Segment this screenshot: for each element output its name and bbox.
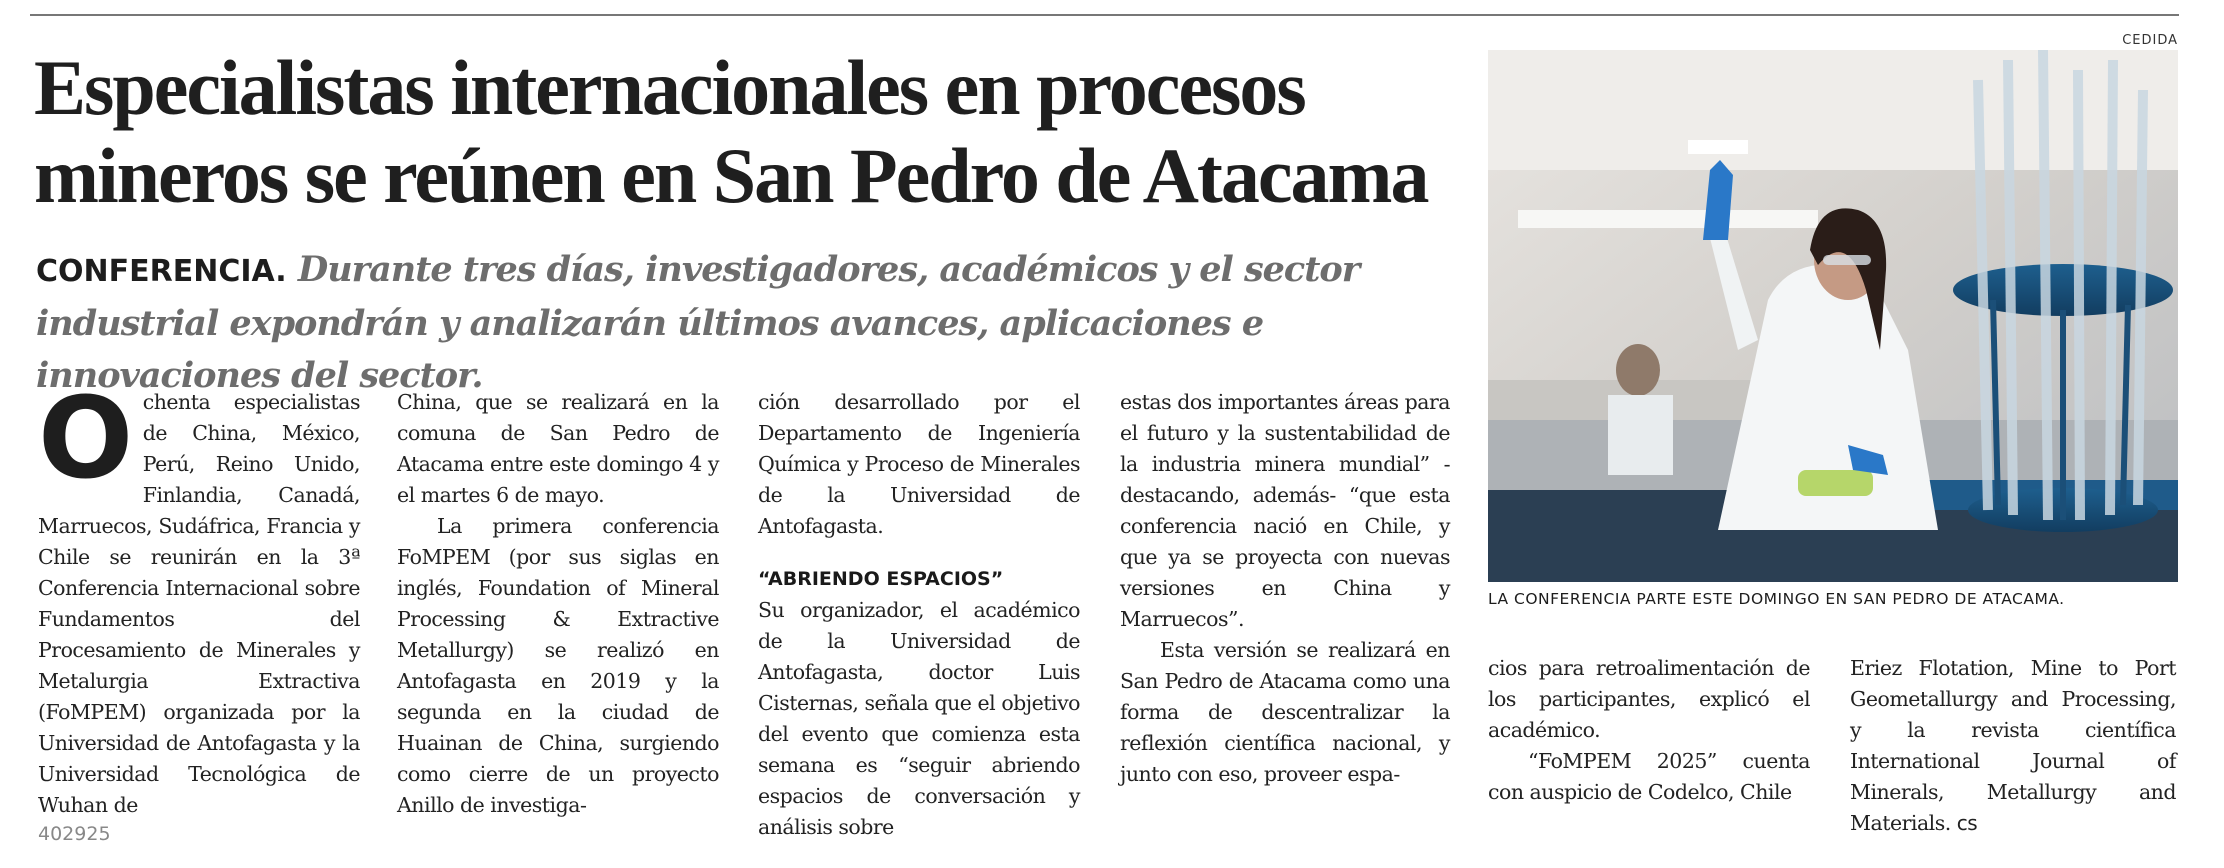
- article-column-3: [758, 387, 1080, 843]
- article-column-1: [38, 374, 360, 821]
- column-6-paragraph-1: Eriez Flotation, Mine to Port Geometallurgy and Processing, y la revista científica International Journal of Minerals, Metallurgy and Materials.: [1850, 656, 2176, 835]
- end-mark-icon: cs: [1956, 811, 1978, 835]
- column-2-paragraph-2: La primera conferencia FoMPEM (por sus siglas en inglés, Foundation of Mineral Processing & Extractive Metallurgy) se realizó en Antofagasta en 2019 y la segunda en la ciudad de Huainan de China, surgiendo como cierre de un proyecto Anillo de investiga-: [397, 514, 719, 817]
- column-1-text: chenta especialistas de China, México, Perú, Reino Unido, Finlandia, Canadá, Marruecos, Sudáfrica, Francia y Chile se reunirán en la 3ª Conferencia Internacional sobre Fundamentos del Procesamiento de Minerales y Metalurgia Extractiva (FoMPEM) organizada por la Universidad de Antofagasta y la Universidad Tecnológica de Wuhan de: [38, 390, 360, 817]
- photo-credit: CEDIDA: [2122, 33, 2178, 48]
- article-column-6: [1850, 653, 2176, 839]
- column-4-paragraph-1: estas dos importantes áreas para el futuro y la sustentabilidad de la industria minera mundial” -destacando, además- “que esta conferencia nació en Chile, y que ya se proyecta con nuevas versiones en China y Marruecos”.: [1120, 390, 1450, 631]
- lab-photo-illustration: [1488, 50, 2178, 582]
- deck: [36, 244, 1481, 402]
- article-column-4: [1120, 387, 1450, 790]
- photo-caption: LA CONFERENCIA PARTE ESTE DOMINGO EN SAN PEDRO DE ATACAMA.: [1488, 590, 2065, 608]
- column-2-paragraph-1: China, que se realizará en la comuna de San Pedro de Atacama entre este domingo 4 y el martes 6 de mayo.: [397, 390, 719, 507]
- section-subhead: “ABRIENDO ESPACIOS”: [758, 568, 1004, 590]
- article-id: 402925: [38, 823, 111, 845]
- column-5-paragraph-2: “FoMPEM 2025” cuenta con auspicio de Codelco, Chile: [1488, 749, 1810, 804]
- deck-kicker: CONFERENCIA.: [36, 254, 287, 289]
- column-3-paragraph-1: ción desarrollado por el Departamento de Ingeniería Química y Proceso de Minerales de la Universidad de Antofagasta.: [758, 390, 1080, 538]
- top-rule: [30, 14, 2179, 16]
- column-4-paragraph-2: Esta versión se realizará en San Pedro de Atacama como una forma de descentralizar la reflexión científica nacional, y junto con eso, proveer espa-: [1120, 638, 1450, 786]
- dropcap: O: [38, 374, 133, 504]
- deck-text: Durante tres días, investigadores, académicos y el sector industrial expondrán y analizarán últimos avances, aplicaciones e innovaciones del sector.: [36, 249, 1360, 396]
- column-5-paragraph-1: cios para retroalimentación de los participantes, explicó el académico.: [1488, 656, 1810, 742]
- column-3-paragraph-2: Su organizador, el académico de la Universidad de Antofagasta, doctor Luis Cisternas, señala que el objetivo del evento que comienza esta semana es “seguir abriendo espacios de conversación y análisis sobre: [758, 598, 1080, 839]
- lab-photo: [1488, 50, 2178, 582]
- article-column-5: [1488, 653, 1810, 808]
- article-column-2: [397, 387, 719, 821]
- headline: Especialistas internacionales en procesos mineros se reúnen en San Pedro de Atacama: [34, 44, 1428, 219]
